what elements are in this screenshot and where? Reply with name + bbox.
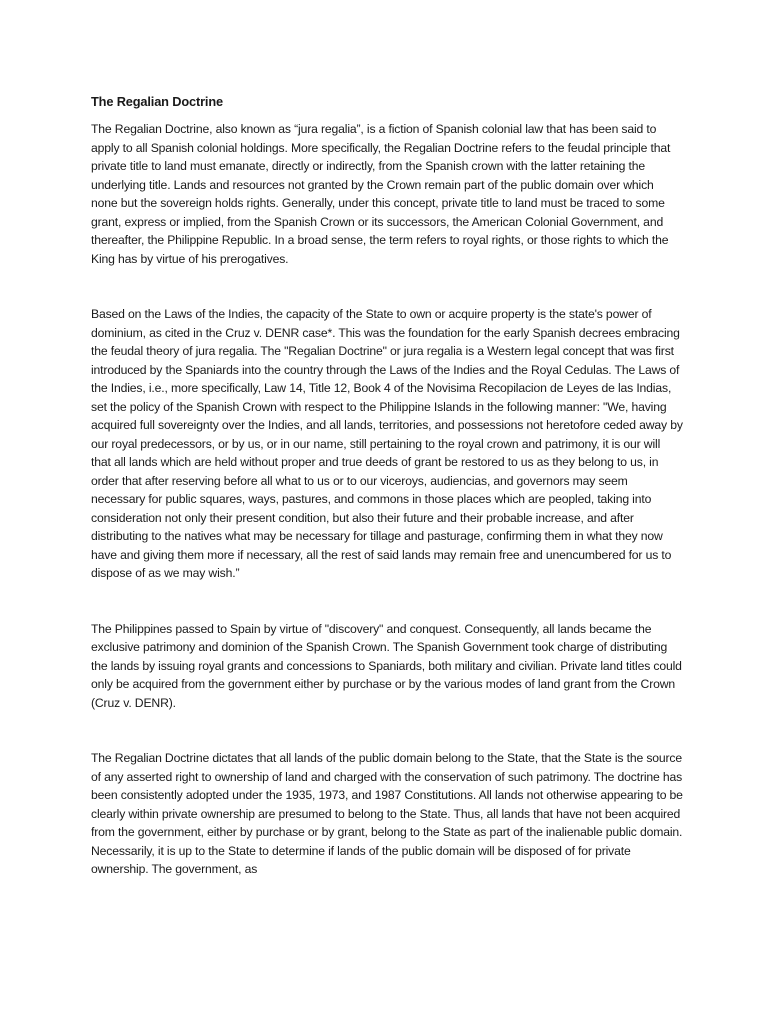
paragraph-spacer [91, 583, 683, 620]
paragraph-4: The Regalian Doctrine dictates that all lands of the public domain belong to the State, that the State is the source of any asserted right to ownership of land and charged with the conservation of such patrimony. The doctrine has been consistently adopted under the 1935, 1973, and 1987 Constitutions. All lands not otherwise appearing to be clearly within private ownership are presumed to belong to the State. Thus, all lands that have not been acquired from the government, either by purchase or by grant, belong to the State as part of the inalienable public domain. Necessarily, it is up to the State to determine if lands of the public domain will be disposed of for private ownership. The government, as [91, 751, 683, 876]
paragraph-1: The Regalian Doctrine, also known as “jura regalia”, is a fiction of Spanish colonial law that has been said to apply to all Spanish colonial holdings. More specifically, the Regalian Doctrine refers to the feudal principle that private title to land must emanate, directly or indirectly, from the Spanish crown with the latter retaining the underlying title. Lands and resources not granted by the Crown remain part of the public domain over which none but the sovereign holds rights. Generally, under this concept, private title to land must be traced to some grant, express or implied, from the Spanish Crown or its successors, the American Colonial Government, and thereafter, the Philippine Republic. In a broad sense, the term refers to royal rights, or those rights to which the King has by virtue of his prerogatives. [91, 122, 671, 266]
document-body [91, 93, 683, 879]
paragraph-spacer [91, 268, 683, 305]
paragraph-2: Based on the Laws of the Indies, the capacity of the State to own or acquire property is the state's power of dominium, as cited in the Cruz v. DENR case*. This was the foundation for the early Spanish decrees embracing the feudal theory of jura regalia. The "Regalian Doctrine" or jura regalia is a Western legal concept that was first introduced by the Spaniards into the country through the Laws of the Indies and the Royal Cedulas. The Laws of the Indies, i.e., more specifically, Law 14, Title 12, Book 4 of the Novisima Recopilacion de Leyes de las Indias, set the policy of the Spanish Crown with respect to the Philippine Islands in the following manner: "We, having acquired full sovereignty over the Indies, and all lands, territories, and possessions not heretofore ceded away by our royal predecessors, or by us, or in our name, still pertaining to the royal crown and patrimony, it is our will that all lands which are held without proper and true deeds of grant be restored to us as they belong to us, in order that after reserving before all what to us or to our viceroys, audiencias, and governors may seem necessary for public squares, ways, pastures, and commons in those places which are peopled, taking into consideration not only their present condition, but also their future and their probable increase, and after distributing to the natives what may be necessary for tillage and pasturage, confirming them in what they now have and giving them more if necessary, all the rest of said lands may remain free and unencumbered for us to dispose of as we may wish.” [91, 307, 683, 580]
paragraph-spacer [91, 712, 683, 749]
document-title: The Regalian Doctrine [91, 94, 223, 109]
paragraph-3: The Philippines passed to Spain by virtue of "discovery" and conquest. Consequently, all lands became the exclusive patrimony and dominion of the Spanish Crown. The Spanish Government took charge of distributing the lands by issuing royal grants and concessions to Spaniards, both military and civilian. Private land titles could only be acquired from the government either by purchase or by the various modes of land grant from the Crown (Cruz v. DENR). [91, 621, 682, 710]
